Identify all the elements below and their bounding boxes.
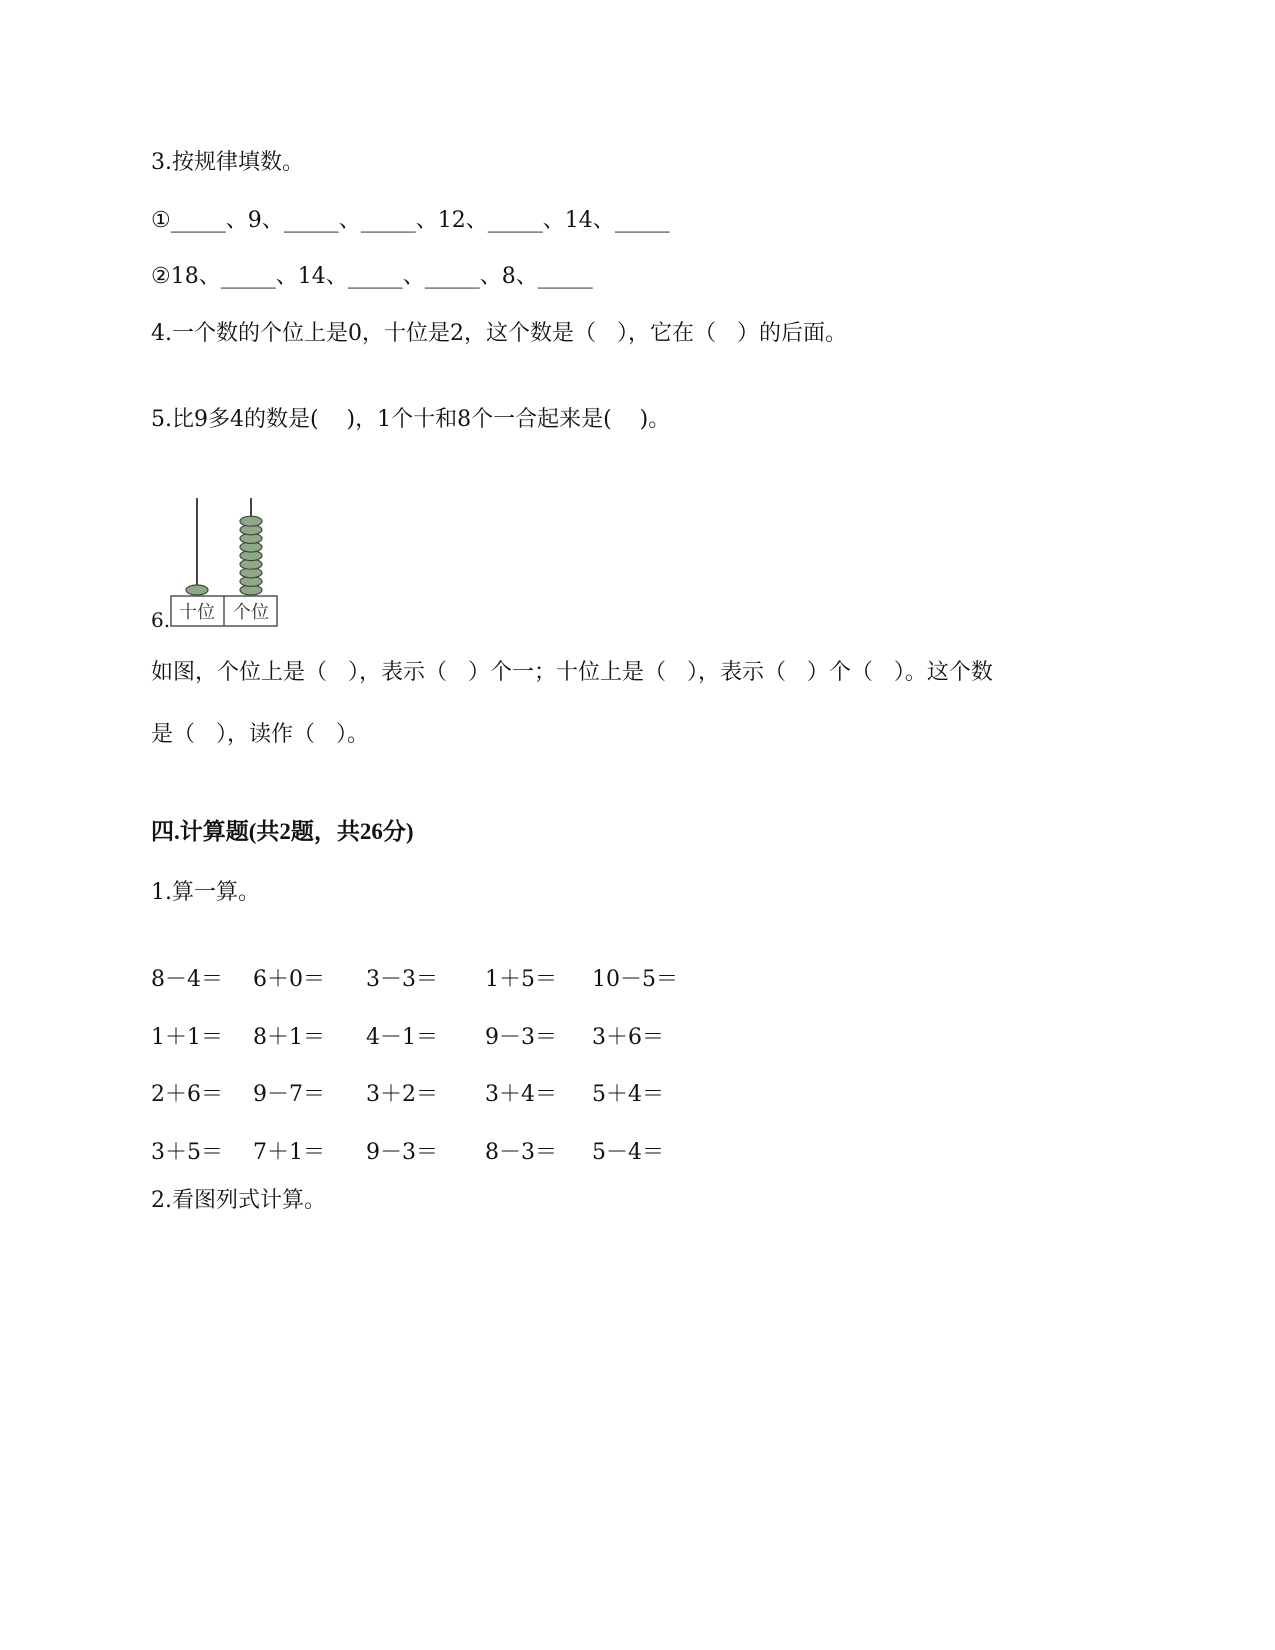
calc-item: 1＋1＝ — [151, 1025, 223, 1050]
q5-text: 5.比9多4的数是( )，1个十和8个一合起来是( )。 — [151, 407, 671, 432]
q6-line2: 是（ ），读作（ ）。 — [151, 722, 369, 747]
tens-label: 十位 — [179, 602, 215, 623]
calc-item: 3＋4＝ — [485, 1082, 557, 1107]
calc-item: 8－3＝ — [485, 1140, 557, 1165]
q4-text: 4.一个数的个位上是0，十位是2，这个数是（ ），它在（ ）的后面。 — [151, 321, 847, 346]
abacus-bead — [240, 516, 262, 526]
calc-item: 6＋0＝ — [253, 967, 325, 992]
calc-item: 3－3＝ — [366, 967, 438, 992]
calc-item: 4－1＝ — [366, 1025, 438, 1050]
calc1-title: 1.算一算。 — [151, 880, 260, 905]
calc-item: 8－4＝ — [151, 967, 223, 992]
tens-beads — [186, 585, 208, 595]
ones-label: 个位 — [233, 602, 269, 623]
calc-item: 7＋1＝ — [253, 1140, 325, 1165]
q6-number: 6. — [151, 608, 171, 632]
q3-row1: ①_____、9、_____、_____、12、_____、14、_____ — [151, 208, 670, 233]
calc-item: 2＋6＝ — [151, 1082, 223, 1107]
calc-item: 5－4＝ — [592, 1140, 664, 1165]
section4-title: 四.计算题(共2题，共26分) — [151, 819, 414, 844]
ones-beads — [240, 516, 262, 595]
calc-item: 9－3＝ — [485, 1025, 557, 1050]
calc-item: 5＋4＝ — [592, 1082, 664, 1107]
q3-row2: ②18、_____、14、_____、_____、8、_____ — [151, 264, 593, 289]
calc-item: 8＋1＝ — [253, 1025, 325, 1050]
calc-item: 10－5＝ — [592, 967, 678, 992]
abacus-figure — [168, 494, 278, 629]
abacus-bead — [186, 585, 208, 595]
calc-item: 3＋2＝ — [366, 1082, 438, 1107]
calc-item: 9－7＝ — [253, 1082, 325, 1107]
calc-item: 9－3＝ — [366, 1140, 438, 1165]
calc-item: 3＋5＝ — [151, 1140, 223, 1165]
q6-line1: 如图，个位上是（ ），表示（ ）个一；十位上是（ ），表示（ ）个（ ）。这个数 — [151, 660, 993, 685]
q3-title: 3.按规律填数。 — [151, 150, 304, 175]
calc-item: 1＋5＝ — [485, 967, 557, 992]
calc2-title: 2.看图列式计算。 — [151, 1188, 326, 1213]
calc-item: 3＋6＝ — [592, 1025, 664, 1050]
